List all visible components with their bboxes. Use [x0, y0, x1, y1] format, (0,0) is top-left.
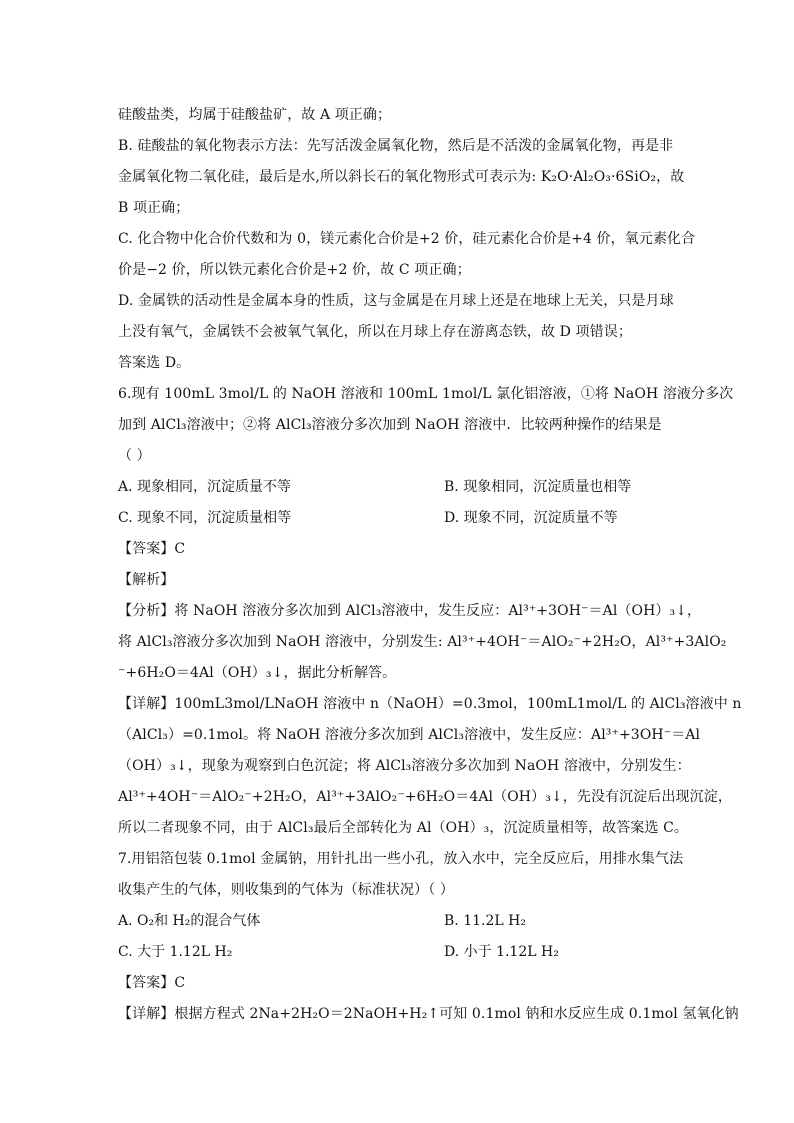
text-line: 【分析】将 NaOH 溶液分多次加到 AlCl₃溶液中，发生反应：Al³⁺+3OH⁻＝Al（OH）₃↓，: [118, 603, 702, 619]
option-c: C. 现象不同，沉淀质量相等: [118, 510, 292, 526]
question-7-stem: 收集产生的气体，则收集到的气体为（标准状况）（ ）: [118, 882, 454, 898]
text-line: B 项正确；: [118, 200, 190, 216]
question-6-stem: 加到 AlCl₃溶液中；②将 AlCl₃溶液分多次加到 NaOH 溶液中．比较两种操作的结果是: [118, 417, 662, 433]
option-d: D. 现象不同，沉淀质量不等: [444, 510, 618, 526]
text-line: （AlCl₃）=0.1mol。将 NaOH 溶液分多次加到 AlCl₃溶液中，发生反应：Al³⁺+3OH⁻＝Al: [118, 727, 701, 743]
option-d: D. 小于 1.12L H₂: [444, 944, 559, 960]
option-a: A. O₂和 H₂的混合气体: [118, 913, 261, 929]
question-7-options-row: [118, 906, 678, 937]
text-line: 将 AlCl₃溶液分多次加到 NaOH 溶液中，分别发生: Al³⁺+4OH⁻＝AlO₂⁻+2H₂O，Al³⁺+3AlO₂: [118, 634, 727, 650]
text-line: 价是−2 价，所以铁元素化合价是+2 价，故 C 项正确；: [118, 262, 471, 278]
text-line: Al³⁺+4OH⁻＝AlO₂⁻+2H₂O，Al³⁺+3AlO₂⁻+6H₂O＝4Al（OH）₃↓，先没有沉淀后出现沉淀，: [118, 789, 732, 805]
analysis-heading: 【解析】: [118, 572, 175, 588]
text-line: D. 金属铁的活动性是金属本身的性质，这与金属是在月球上还是在地球上无关，只是月球: [118, 293, 674, 309]
text-line: B. 硅酸盐的氧化物表示方法：先写活泼金属氧化物，然后是不活泼的金属氧化物，再是非: [118, 138, 674, 154]
option-b: B. 现象相同，沉淀质量也相等: [444, 479, 632, 495]
text-line: 答案选 D。: [118, 355, 191, 371]
text-line: 上没有氧气，金属铁不会被氧气氧化，所以在月球上存在游离态铁，故 D 项错误；: [118, 324, 632, 340]
document-page: [118, 100, 742, 1030]
text-line: 【详解】100mL3mol/LNaOH 溶液中 n（NaOH）=0.3mol，100mL1mol/L 的 AlCl₃溶液中 n: [118, 696, 742, 712]
text-line: 所以二者现象不同，由于 AlCl₃最后全部转化为 Al（OH）₃，沉淀质量相等，故答案选 C。: [118, 820, 689, 836]
question-7-options-row: [118, 937, 678, 968]
option-b: B. 11.2L H₂: [444, 913, 526, 929]
question-6-stem: 6.现有 100mL 3mol/L 的 NaOH 溶液和 100mL 1mol/L 氯化铝溶液，①将 NaOH 溶液分多次: [118, 386, 734, 402]
answer-label: 【答案】C: [118, 975, 186, 991]
question-6-options-row: [118, 503, 678, 534]
answer-label: 【答案】C: [118, 541, 186, 557]
text-line: ⁻+6H₂O＝4Al（OH）₃↓，据此分析解答。: [118, 665, 397, 681]
option-a: A. 现象相同，沉淀质量不等: [118, 479, 292, 495]
text-line: C. 化合物中化合价代数和为 0，镁元素化合价是+2 价，硅元素化合价是+4 价，氧元素化合: [118, 231, 696, 247]
question-6-options-row: [118, 472, 678, 503]
text-line: （OH）₃↓，现象为观察到白色沉淀；将 AlCl₃溶液分多次加到 NaOH 溶液中，分别发生：: [118, 758, 691, 774]
question-6-blank: （ ）: [118, 448, 151, 464]
text-line: 【详解】根据方程式 2Na+2H₂O＝2NaOH+H₂↑可知 0.1mol 钠和水反应生成 0.1mol 氢氧化钠: [118, 1006, 739, 1022]
text-line: 硅酸盐类，均属于硅酸盐矿，故 A 项正确；: [118, 107, 392, 123]
option-c: C. 大于 1.12L H₂: [118, 944, 233, 960]
text-line: 金属氧化物二氧化硅，最后是水,所以斜长石的氧化物形式可表示为: K₂O·Al₂O₃·6SiO₂，故: [118, 169, 685, 185]
question-7-stem: 7.用铝箔包装 0.1mol 金属钠，用针扎出一些小孔，放入水中，完全反应后，用排水集气法: [118, 851, 684, 867]
